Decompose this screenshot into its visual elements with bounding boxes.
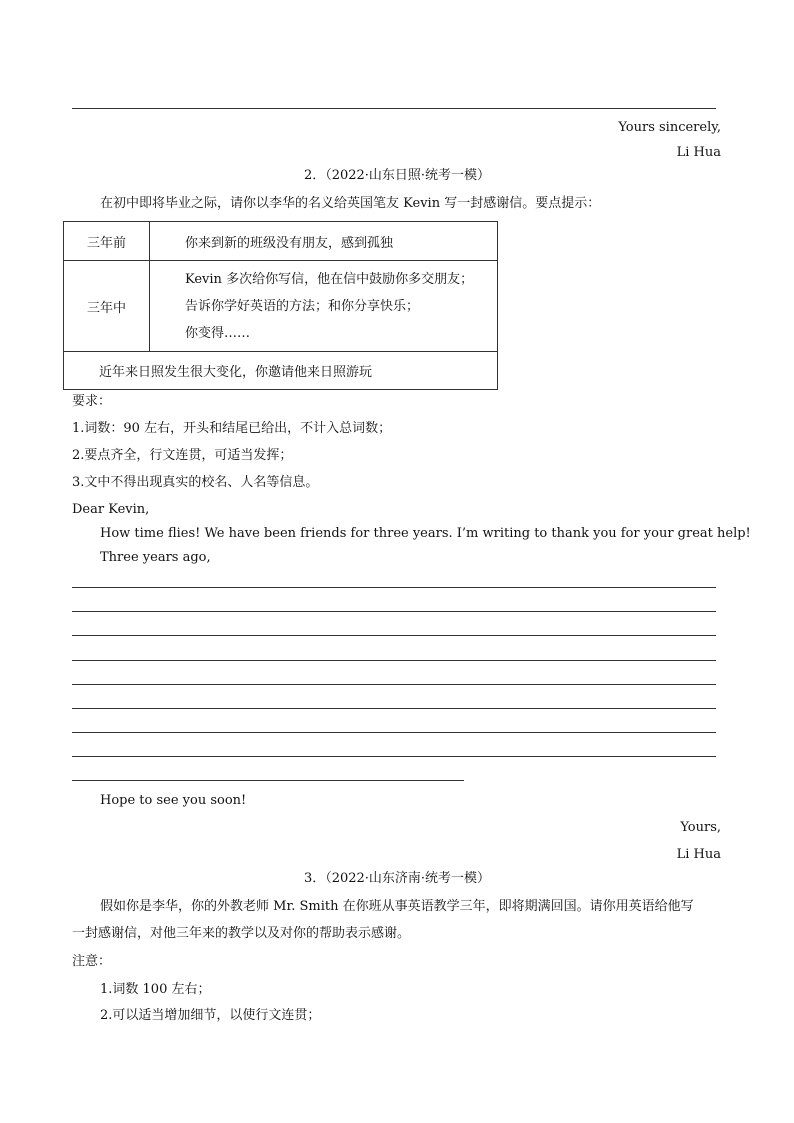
- answer-line: [72, 587, 716, 588]
- closing-text: Yours sincerely,: [618, 120, 721, 135]
- hint-line: Kevin 多次给你写信，他在信中鼓励你多交朋友；: [185, 271, 474, 287]
- requirement-item: 3.文中不得出现真实的校名、人名等信息。: [72, 475, 319, 490]
- question-2-intro: 在初中即将毕业之际，请你以李华的名义给英国笔友 Kevin 写一封感谢信。要点提示：: [100, 196, 601, 211]
- hint-row: [64, 261, 498, 352]
- answer-line: [72, 108, 716, 109]
- letter-greeting: Dear Kevin,: [72, 502, 150, 517]
- question-3-intro: 一封感谢信，对他三年来的教学以及对你的帮助表示感谢。: [72, 926, 411, 941]
- requirement-item: 2.要点齐全，行文连贯，可适当发挥；: [72, 448, 293, 463]
- hint-line: 你变得……: [185, 325, 251, 341]
- letter-starter: Three years ago,: [100, 550, 211, 565]
- hint-row-text: 近年来日照发生很大变化，你邀请他来日照游玩: [64, 352, 498, 390]
- question-3-heading: 3．（2022·山东济南·统考一模）: [303, 871, 491, 886]
- hint-row: [64, 352, 498, 390]
- answer-line: [72, 611, 716, 612]
- answer-line: [72, 635, 716, 636]
- letter-opening: How time flies! We have been friends for three years. I’m writing to thank you for your great help!: [100, 526, 751, 541]
- letter-ending: Hope to see you soon!: [100, 793, 247, 808]
- question-2-heading: 2．（2022·山东日照·统考一模）: [303, 168, 491, 183]
- answer-line: [72, 732, 716, 733]
- answer-line: [72, 660, 716, 661]
- requirements-title: 要求：: [72, 394, 112, 409]
- hint-row: [64, 222, 498, 261]
- question-3-intro: 假如你是李华，你的外教老师 Mr. Smith 在你班从事英语教学三年，即将期满回国。请你用英语给他写: [100, 899, 694, 914]
- note-item: 1.词数 100 左右；: [100, 982, 211, 997]
- hint-row-label: 三年前: [64, 222, 150, 261]
- hint-row-text: 你来到新的班级没有朋友，感到孤独: [150, 222, 498, 261]
- hint-table: [63, 221, 498, 390]
- note-item: 2.可以适当增加细节，以使行文连贯；: [100, 1008, 321, 1023]
- answer-line: [72, 684, 716, 685]
- answer-line: [72, 756, 716, 757]
- answer-line: [72, 780, 464, 781]
- hint-row-text: [150, 261, 498, 352]
- closing-text: Yours,: [680, 820, 721, 835]
- answer-line: [72, 708, 716, 709]
- signature-text: Li Hua: [676, 847, 721, 862]
- notes-title: 注意：: [72, 954, 112, 969]
- hint-line: 告诉你学好英语的方法；和你分享快乐；: [185, 298, 420, 314]
- requirement-item: 1.词数：90 左右，开头和结尾已给出，不计入总词数；: [72, 421, 392, 436]
- signature-text: Li Hua: [676, 145, 721, 160]
- hint-row-label: 三年中: [64, 261, 150, 352]
